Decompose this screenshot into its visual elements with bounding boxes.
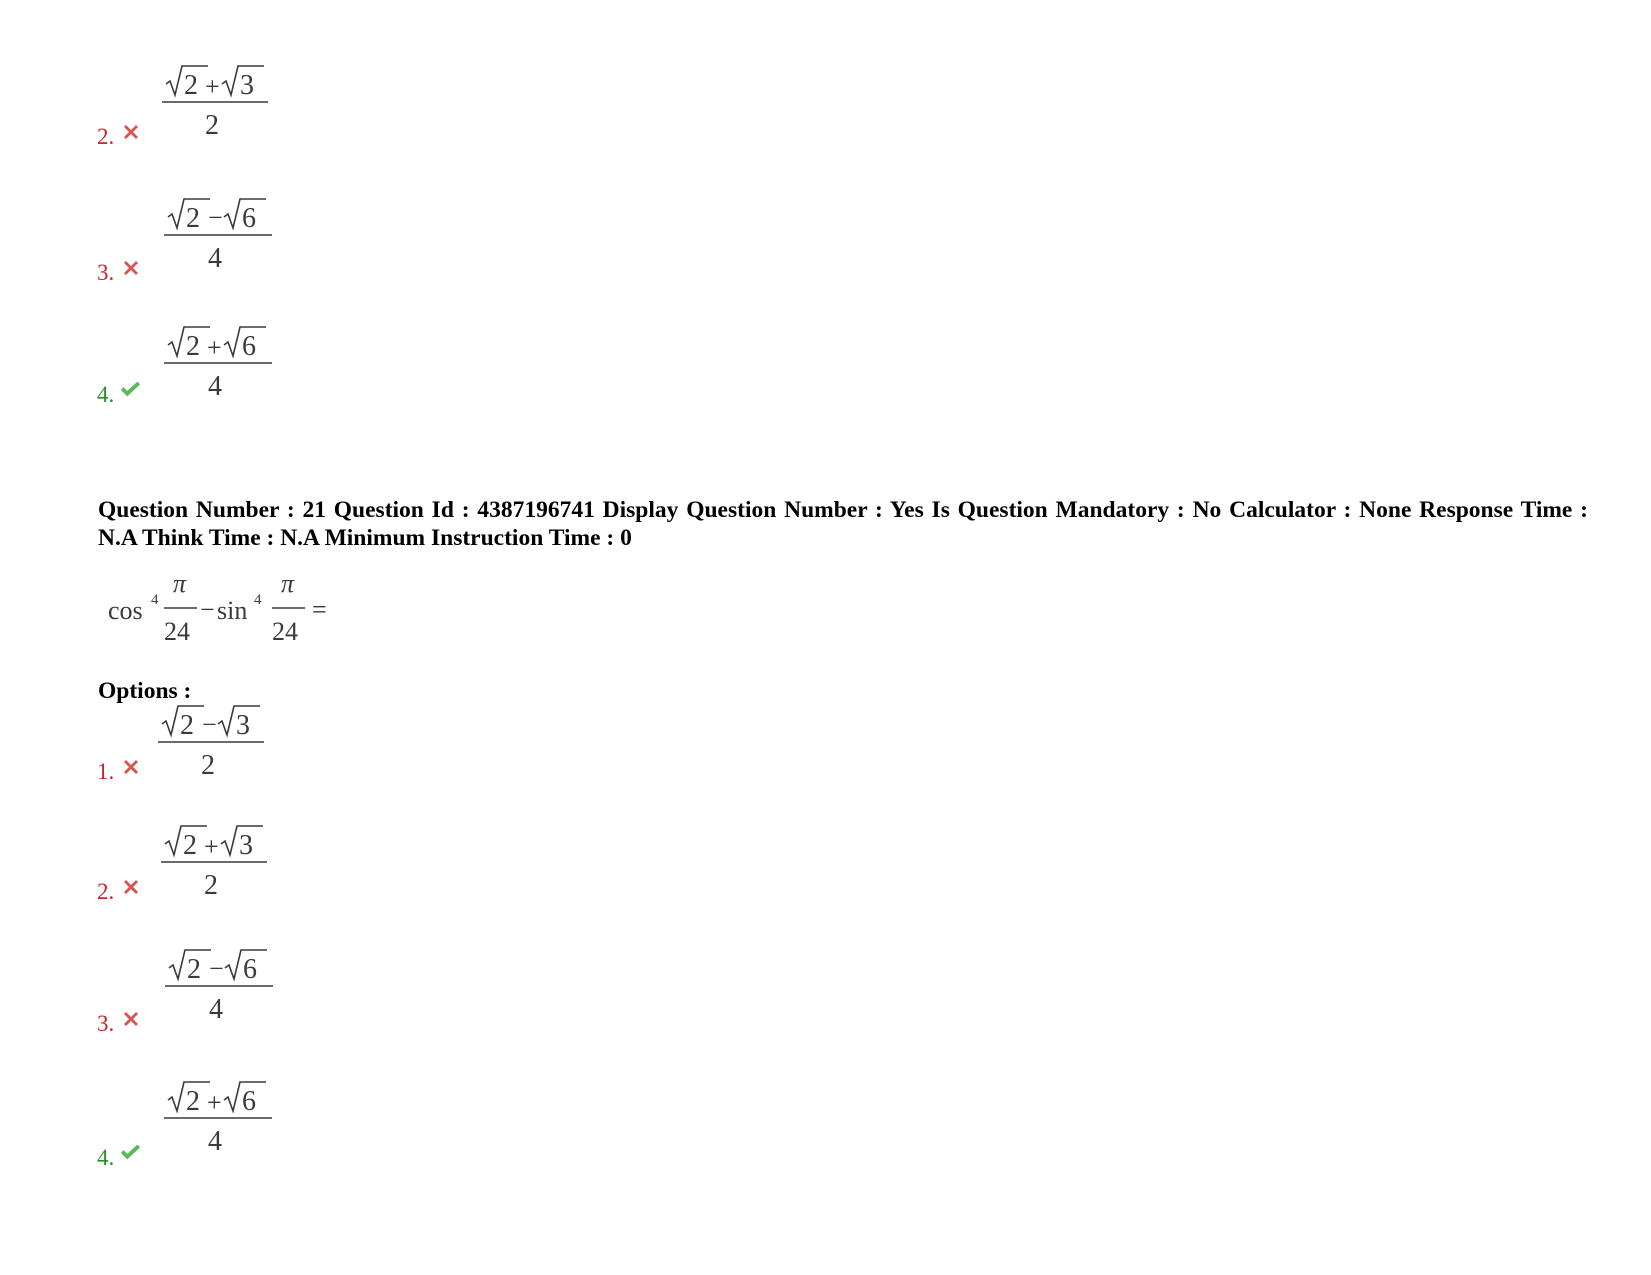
denominator: 2 <box>204 870 218 901</box>
numerator-left: 2 <box>180 710 194 741</box>
cos-text: cos <box>108 596 143 625</box>
numerator-left: 2 <box>186 203 200 234</box>
numerator-left: 2 <box>183 830 197 861</box>
numerator-operator: + <box>207 1088 222 1117</box>
cross-icon <box>120 756 142 778</box>
pi-symbol: π <box>281 569 295 598</box>
option-number: 3. <box>97 1011 115 1036</box>
numerator-operator: − <box>202 710 217 739</box>
question-expression <box>100 568 360 658</box>
numerator-left: 2 <box>187 954 201 985</box>
numerator-operator: − <box>208 203 223 232</box>
numerator-operator: + <box>204 832 219 861</box>
denominator: 2 <box>201 750 215 781</box>
option-number: 1. <box>97 759 115 784</box>
numerator-right: 3 <box>236 710 250 741</box>
minus-sign: − <box>200 595 215 624</box>
denominator: 4 <box>208 1126 222 1157</box>
fraction-image <box>160 58 278 142</box>
numerator-left: 2 <box>186 1086 200 1117</box>
numerator-left: 2 <box>186 331 200 362</box>
check-icon <box>119 1141 141 1163</box>
denominator: 4 <box>208 371 222 402</box>
question-header: Question Number : 21 Question Id : 4387196741 Display Question Number : Yes Is Question Mandatory : No Calculator : None Response Time : N.A Think Time : N.A Minimum Instruction Time : 0 <box>98 497 1588 551</box>
cross-icon <box>120 876 142 898</box>
numerator-right: 6 <box>242 203 256 234</box>
numerator-right: 6 <box>242 1086 256 1117</box>
numerator-right: 6 <box>243 954 257 985</box>
sin-text: sin <box>217 596 248 625</box>
option-number: 3. <box>97 260 115 285</box>
fraction-image <box>159 818 277 902</box>
option-number: 4. <box>97 382 115 407</box>
numerator-operator: − <box>209 954 224 983</box>
pi-symbol: π <box>173 569 187 598</box>
option-number: 4. <box>97 1145 115 1170</box>
fraction-image <box>162 191 280 275</box>
fraction-image <box>163 942 281 1026</box>
denominator: 4 <box>209 994 223 1025</box>
numerator-right: 3 <box>239 830 253 861</box>
equals-sign: = <box>312 595 327 624</box>
fraction-image <box>156 698 274 782</box>
numerator-right: 6 <box>242 331 256 362</box>
denominator-24: 24 <box>164 617 190 646</box>
numerator-operator: + <box>205 72 220 101</box>
option-number: 2. <box>97 124 115 149</box>
denominator-24: 24 <box>272 617 298 646</box>
cross-icon <box>120 121 142 143</box>
cross-icon <box>120 1008 142 1030</box>
sin-power: 4 <box>254 592 262 608</box>
check-icon <box>119 378 141 400</box>
cos-power: 4 <box>151 592 159 608</box>
numerator-left: 2 <box>184 70 198 101</box>
fraction-image <box>162 319 280 403</box>
cross-icon <box>120 257 142 279</box>
denominator: 2 <box>205 110 219 141</box>
numerator-right: 3 <box>240 70 254 101</box>
options-label: Options : <box>98 678 192 704</box>
numerator-operator: + <box>207 333 222 362</box>
fraction-image <box>162 1074 280 1158</box>
option-number: 2. <box>97 879 115 904</box>
denominator: 4 <box>208 243 222 274</box>
